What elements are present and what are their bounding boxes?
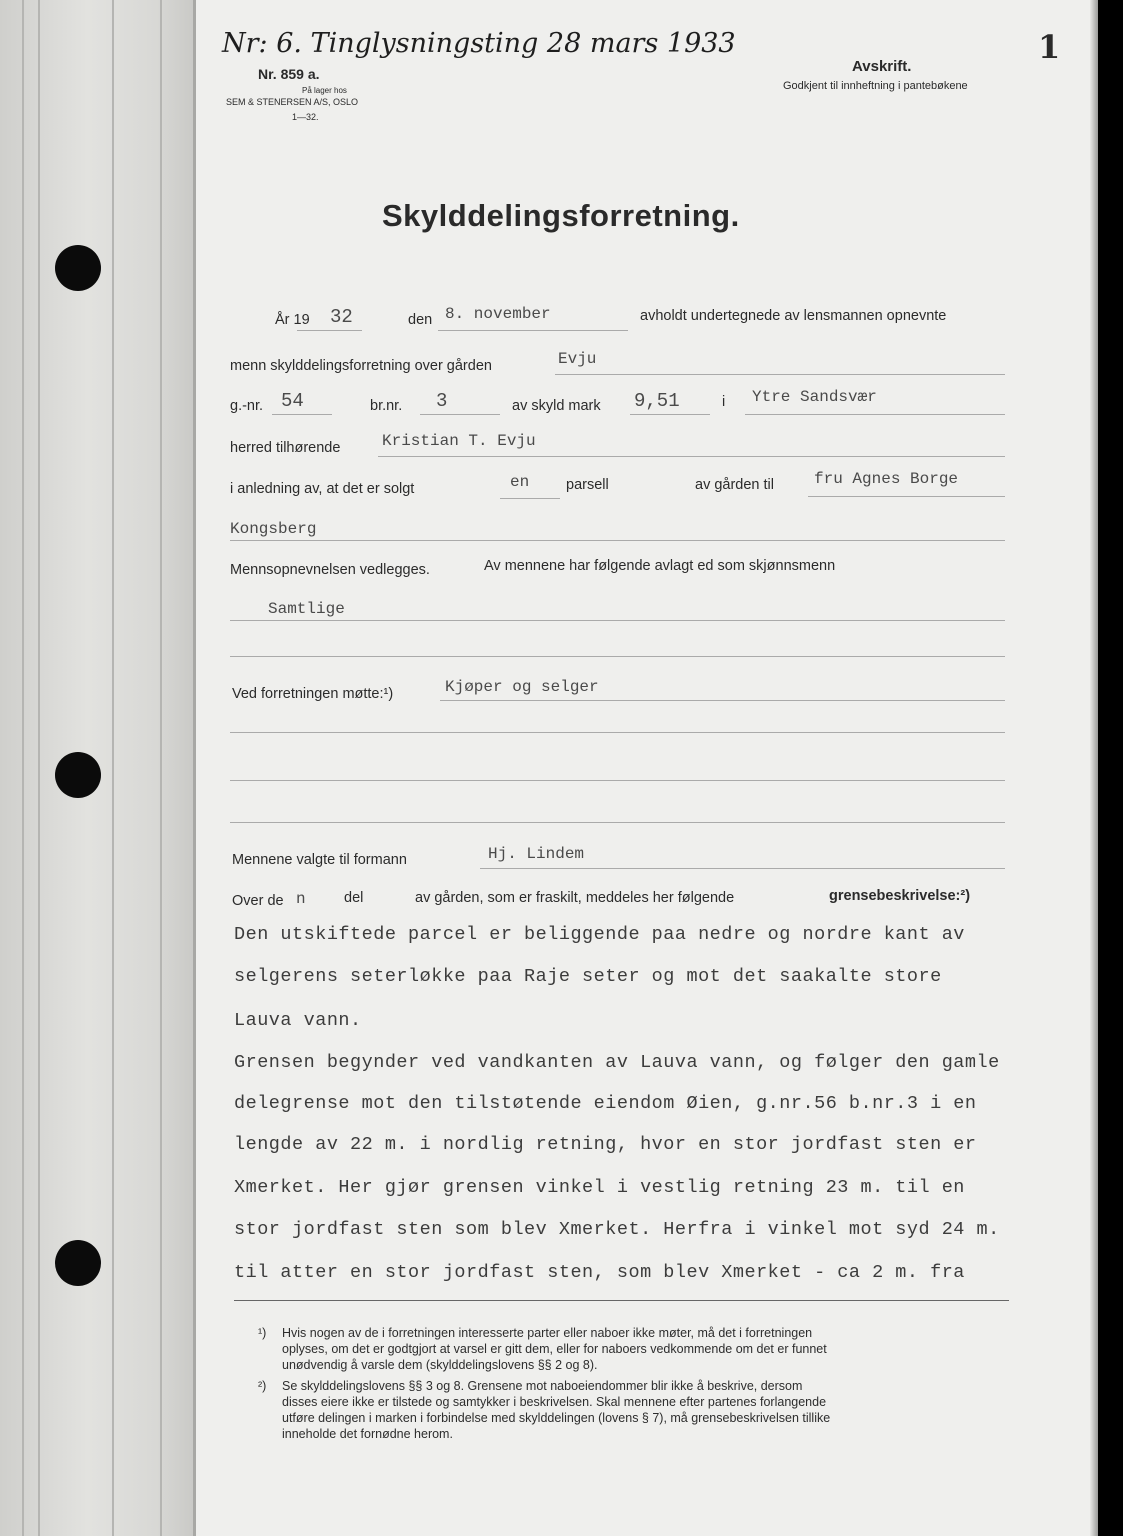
owner-label: herred tilhørende (230, 440, 341, 456)
chair-value: Hj. Lindem (488, 845, 585, 863)
gnr-value: 54 (281, 390, 304, 412)
publisher-line: SEM & STENERSEN A/S, OSLO (226, 97, 359, 107)
scan-border (1098, 0, 1123, 1536)
form-number: Nr. 859 a. (258, 66, 320, 82)
fill-line (378, 456, 1005, 457)
part-label: del (344, 890, 364, 906)
fill-line (630, 414, 710, 415)
fill-line (420, 414, 500, 415)
municipality-value: Ytre Sandsvær (752, 388, 877, 406)
border-intro: av gården, som er fraskilt, meddeles her følgende (415, 890, 735, 906)
oath-text: Av mennene har følgende avlagt ed som skjønnsmenn (484, 558, 836, 574)
buyer-place: Kongsberg (230, 520, 317, 538)
footnote-line: unødvendig å varsle dem (skylddelingslovens §§ 2 og 8). (282, 1358, 598, 1372)
fill-line (480, 868, 1005, 869)
bnr-value: 3 (436, 390, 448, 412)
held-text: avholdt undertegnede av lensmannen opnevnte (640, 308, 947, 324)
border-title: grensebeskrivelse:²) (829, 888, 971, 904)
footnote-mark: ¹) (258, 1326, 267, 1340)
description-line: Xmerket. Her gjør grensen vinkel i vestlig retning 23 m. til en (234, 1177, 965, 1198)
farm-label: menn skylddelingsforretning over gården (230, 358, 492, 374)
skyld-label: av skyld mark (512, 398, 601, 414)
description-line: selgerens seterløkke paa Raje seter og mot det saakalte store (234, 966, 942, 987)
page-fold (193, 0, 196, 1536)
footnote-line: Se skylddelingslovens §§ 3 og 8. Grensene mot naboeiendommer blir ikke å beskrive, dersom (282, 1379, 803, 1393)
description-line: Den utskiftede parcel er beliggende paa nedre og nordre kant av (234, 924, 965, 945)
handwritten-header: Nr: 6. Tinglysningsting 28 mars 1933 (222, 28, 736, 59)
binding-stripe (112, 0, 114, 1536)
footnote-separator (234, 1300, 1009, 1301)
description-line: til atter en stor jordfast sten, som blev Xmerket - ca 2 m. fra (234, 1262, 965, 1283)
punch-hole (55, 1240, 101, 1286)
bnr-label: br.nr. (370, 398, 403, 414)
date-label: den (408, 312, 433, 328)
publisher-line: På lager hos (302, 86, 347, 95)
binding-stripe (38, 0, 40, 1536)
sold-value: en (510, 473, 530, 491)
publisher-line: 1—32. (292, 112, 319, 122)
over-label: Over de (232, 893, 284, 909)
page-number: 1 (1038, 28, 1061, 66)
year-value: 32 (330, 306, 353, 328)
footnote-mark: ²) (258, 1379, 267, 1393)
copy-label: Avskrift. (852, 58, 912, 75)
buyer-value: fru Agnes Borge (814, 470, 959, 488)
document-title: Skylddelingsforretning. (382, 198, 740, 233)
fill-line (230, 780, 1005, 781)
fill-line (297, 330, 362, 331)
owner-value: Kristian T. Evju (382, 432, 536, 450)
punch-hole (55, 752, 101, 798)
fill-line (440, 700, 1005, 701)
fill-line (230, 822, 1005, 823)
footnote-line: utføre delingen i marken i forbindelse med skylddelingen (lovens § 7), må grensebeskrivelsen tillike (282, 1411, 831, 1425)
year-label: År 19 (275, 312, 310, 328)
binding-stripe (22, 0, 24, 1536)
footnote-line: Hvis nogen av de i forretningen interesserte parter eller naboer ikke møter, må det i forretningen (282, 1326, 813, 1340)
oath-value: Samtlige (268, 600, 345, 618)
approval-text: Godkjent til innheftning i pantebøkene (783, 80, 968, 92)
parcel-label: parsell (566, 477, 609, 493)
in-label: i (722, 394, 726, 410)
fill-line (272, 414, 332, 415)
present-value: Kjøper og selger (445, 678, 599, 696)
farm-value: Evju (558, 350, 597, 368)
fill-line (555, 374, 1005, 375)
description-line: Grensen begynder ved vandkanten av Lauva vann, og følger den gamle (234, 1052, 1000, 1073)
chair-label: Mennene valgte til formann (232, 852, 407, 868)
description-line: lengde av 22 m. i nordlig retning, hvor en stor jordfast sten er (234, 1134, 977, 1155)
binding-stripe (160, 0, 162, 1536)
fill-line (808, 496, 1005, 497)
fill-line (230, 656, 1005, 657)
description-line: stor jordfast sten som blev Xmerket. Herfra i vinkel mot syd 24 m. (234, 1219, 1000, 1240)
description-line: delegrense mot den tilstøtende eiendom Øien, g.nr.56 b.nr.3 i en (234, 1093, 977, 1114)
footnote-line: inneholde det fornødne herom. (282, 1427, 453, 1441)
to-label: av gården til (695, 477, 774, 493)
footnote-line: oplyses, om det er godtgjort at varsel er gitt dem, eller for naboers vedkommende om det er funnet (282, 1342, 827, 1356)
appointment-text: Mennsopnevnelsen vedlegges. (230, 562, 430, 578)
fill-line (230, 540, 1005, 541)
fill-line (230, 620, 1005, 621)
over-fill: n (296, 890, 306, 908)
gnr-label: g.-nr. (230, 398, 264, 414)
fill-line (500, 498, 560, 499)
footnote-line: disses eiere ikke er tilstede og samtykker i beskrivelsen. Skal mennene efter partenes forlangende (282, 1395, 827, 1409)
date-value: 8. november (445, 305, 551, 323)
punch-hole (55, 245, 101, 291)
present-label: Ved forretningen møtte:¹) (232, 686, 394, 702)
description-line: Lauva vann. (234, 1010, 362, 1031)
skyld-value: 9,51 (634, 390, 680, 412)
fill-line (438, 330, 628, 331)
occasion-label: i anledning av, at det er solgt (230, 481, 415, 497)
fill-line (745, 414, 1005, 415)
fill-line (230, 732, 1005, 733)
page-edge-shadow (1090, 0, 1098, 1536)
